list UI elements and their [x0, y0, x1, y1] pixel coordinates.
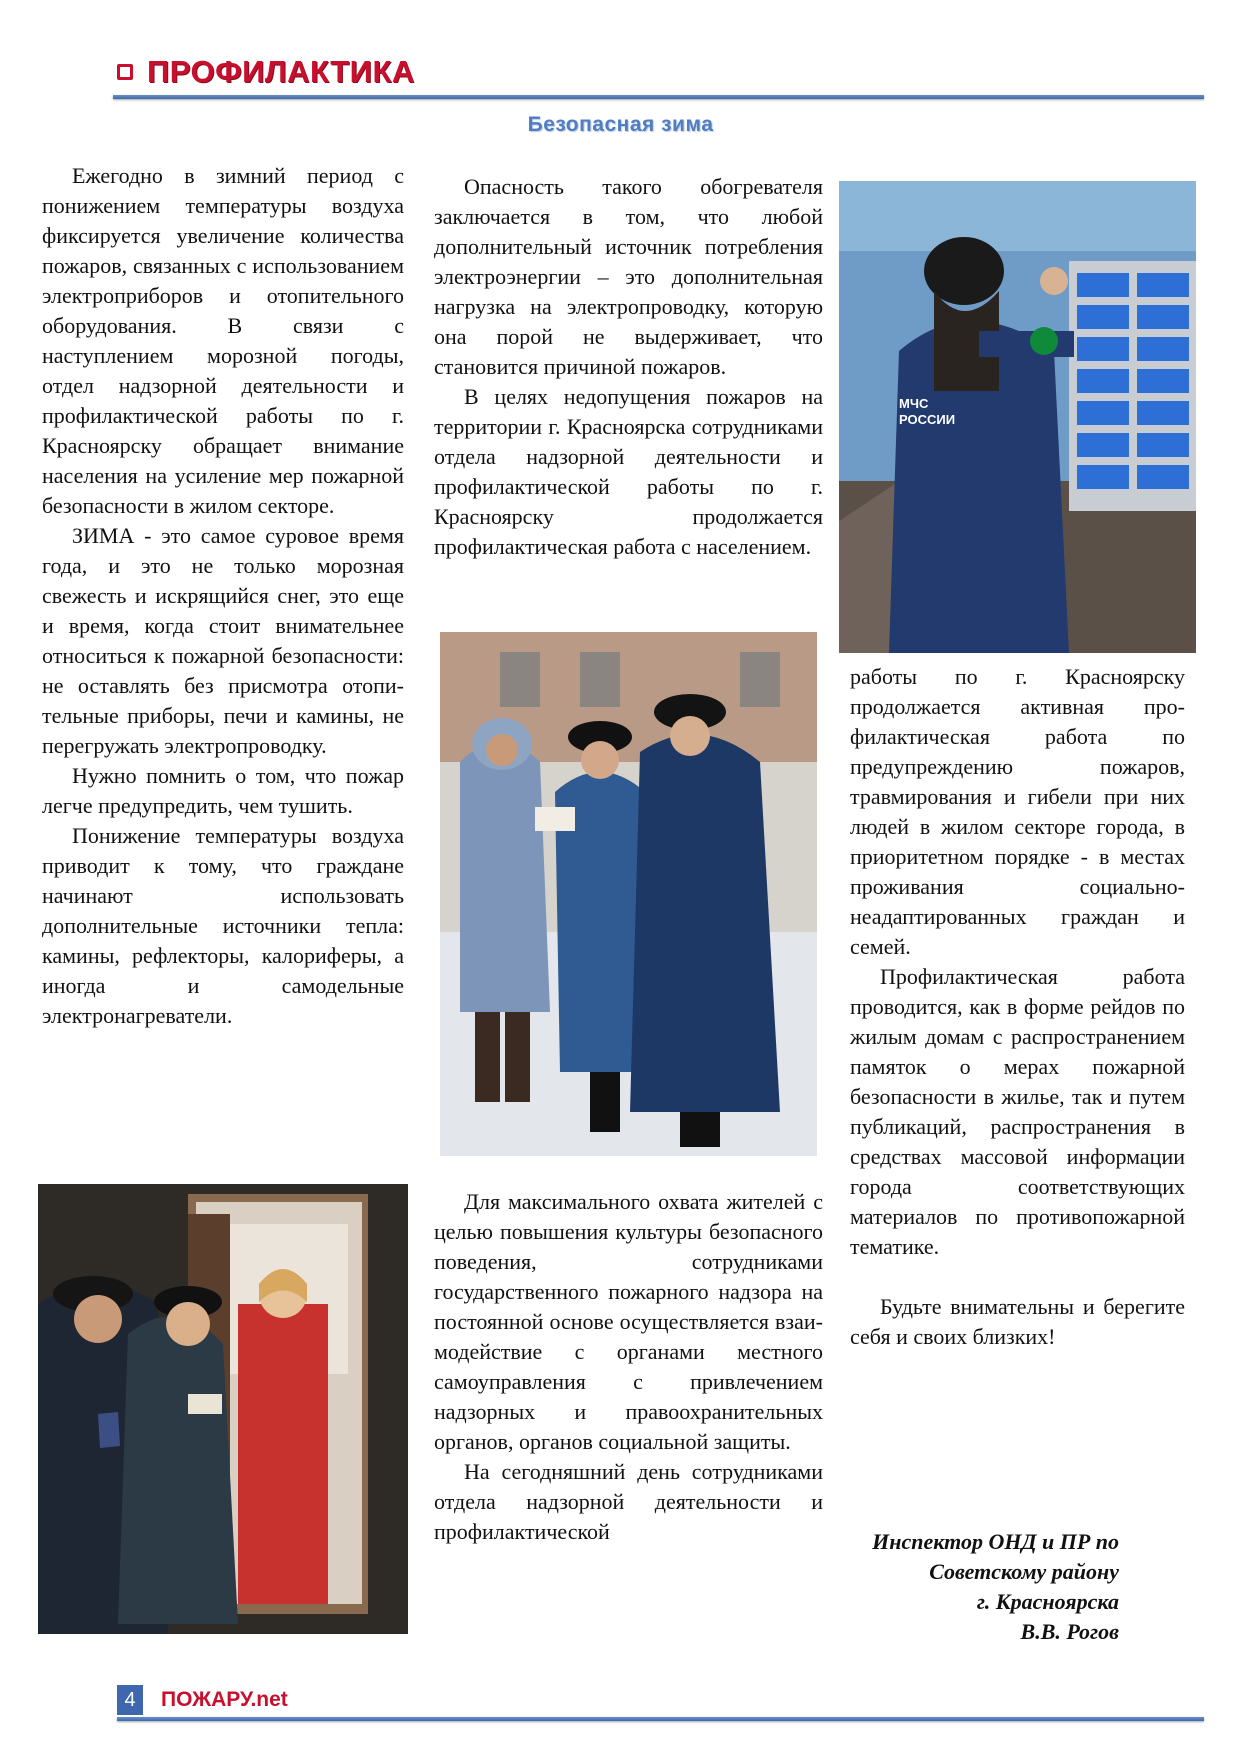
column-1-text	[42, 161, 404, 1031]
section-title: ПРОФИЛАКТИКА	[147, 54, 415, 89]
paragraph: Опасность такого обогревателя заключается в том, что любой дополнительный источник потребления электроэнергии – это дополнительная нагрузка на электропроводку, которую она порой не выдерживает, что становится причиной пожаров.	[434, 174, 823, 379]
mchs-patch-text: МЧС РОССИИ	[899, 396, 956, 427]
page-number: 4	[117, 1685, 143, 1715]
paragraph: Нужно помнить о том, что пожар легче предупредить, чем тушить.	[42, 763, 404, 818]
paragraph: ЗИМА - это самое суровое время года, и это не только морозная свежесть и искрящийся снег, это еще и время, когда стоит внимательнее относиться к пожарной безопасности: не оставлять без присмотра отопительные приборы, печи и камины, не перегружать электропроводку.	[42, 523, 404, 758]
paragraph: В целях недопущения пожаров на территории г. Красноярска сотрудниками отдела надзорной деятельности и профилактической работы по г. Красноярску продолжается профилактическая работа с населением.	[434, 384, 823, 559]
magazine-name: ПОЖАРУ.net	[161, 1688, 288, 1711]
section-header	[117, 54, 415, 90]
photo-street-talk	[440, 632, 817, 1156]
photo-mailboxes	[839, 181, 1196, 653]
signature-line: В.В. Рогов	[1020, 1619, 1119, 1644]
signature-line: г. Красноярска	[976, 1589, 1119, 1614]
photo-door-visit	[38, 1184, 408, 1634]
checkbox-bullet-icon	[117, 64, 133, 80]
paragraph: Понижение температуры воздуха приводит к тому, что граждане начинают использовать дополнительные источники тепла: камины, рефлекторы, калориферы, а иногда и самодельные электронагреватели.	[42, 823, 404, 1028]
column-3-text	[850, 662, 1185, 1352]
paragraph: На сегодняшний день сотрудниками отдела надзорной деятельности и профилактической	[434, 1459, 823, 1544]
paragraph: работы по г. Красноярску продолжается активная профилактическая работа по предупреждению пожаров, травмирования и гибели при них людей в жилом секторе города, в приоритетном порядке - в местах проживания социально-неадаптированных граждан и семей.	[850, 664, 1185, 959]
signature-line: Инспектор ОНД и ПР по	[872, 1529, 1119, 1554]
article-title: Безопасная зима	[527, 113, 714, 136]
paragraph: Ежегодно в зимний период с понижением температуры воздуха фиксируется увеличение количества пожаров, связанных с использованием электроприборов и отопительного оборудования. В связи с наступлением морозной погоды, отдел надзорной деятельности и профилактической работы по г. Красноярску обращает внимание населения на усиление мер пожарной безопасности в жилом секторе.	[42, 163, 404, 518]
column-2-text-top	[434, 172, 823, 562]
paragraph: Для максимального охвата жителей с целью повышения культуры безопасного поведения, сотрудниками государственного пожарного надзора на постоянной основе осуществляется взаимодействие с органами местного самоуправления с привлечением надзорных и правоохранительных органов, органов социальной защиты.	[434, 1189, 823, 1454]
footer-rule	[117, 1717, 1204, 1721]
author-signature	[789, 1527, 1119, 1647]
column-2-text-bottom	[434, 1187, 823, 1547]
signature-line: Советскому району	[929, 1559, 1119, 1584]
header-rule	[113, 95, 1204, 99]
paragraph: Профилактическая работа проводится, как в форме рейдов по жилым домам с распространением памяток о мерах пожарной безопасности в жилье, так и путем публикаций, распространения в средствах массовой информации города соответствующих материалов по противопожарной тематике.	[850, 964, 1185, 1259]
paragraph: Будьте внимательны и берегите себя и своих близких!	[850, 1294, 1185, 1349]
